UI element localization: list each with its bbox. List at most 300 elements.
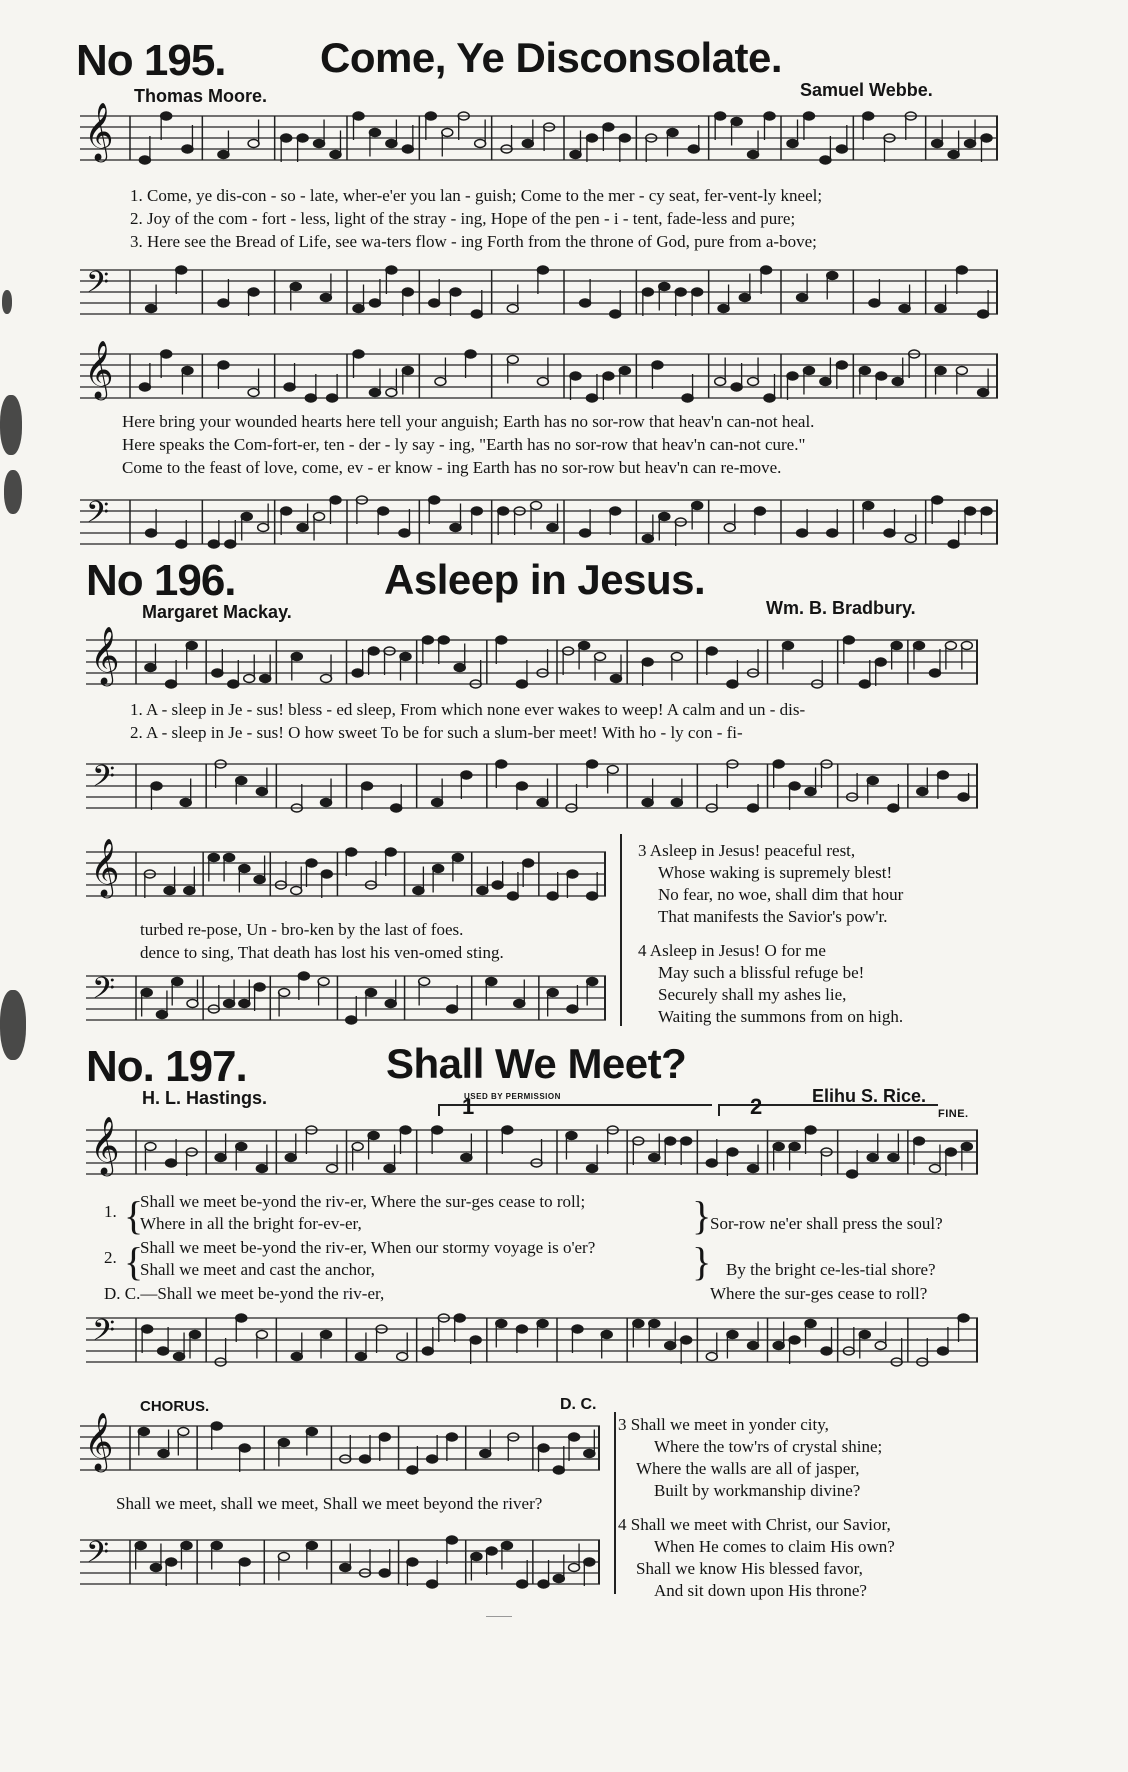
bass-staff: [80, 1536, 600, 1584]
note-head: [228, 680, 239, 688]
note-head: [731, 118, 742, 126]
note-head: [413, 887, 424, 895]
note-head: [151, 782, 162, 790]
note-head: [789, 1336, 800, 1344]
note-head: [158, 1347, 169, 1355]
note-head: [378, 507, 389, 515]
note-head: [803, 112, 814, 120]
note-head: [218, 151, 229, 159]
note-head: [773, 1143, 784, 1151]
note-head: [166, 680, 177, 688]
bass-clef-icon: 𝄢: [92, 760, 116, 800]
note-head: [603, 123, 614, 131]
verse-line: 4 Shall we meet with Christ, our Savior,: [618, 1515, 891, 1534]
note-head: [502, 1126, 513, 1134]
note-head: [471, 507, 482, 515]
note-head: [731, 383, 742, 391]
note-head: [402, 145, 413, 153]
note-head: [314, 513, 325, 521]
note-head: [190, 1331, 201, 1339]
note-head: [748, 1165, 759, 1173]
lyric-line: turbed re-pose, Un - bro-ken by the last of foes.: [140, 920, 464, 939]
note-head: [892, 378, 903, 386]
author-credit: Thomas Moore.: [134, 86, 268, 106]
verse-line: Securely shall my ashes lie,: [658, 985, 847, 1004]
note-head: [486, 1547, 497, 1555]
lyric-line: 3. Here see the Bread of Life, see wa-ters flow - ing Forth from the throne of God, pure from a-bove;: [130, 232, 817, 251]
note-head: [385, 848, 396, 856]
note-head: [956, 266, 967, 274]
treble-staff: [80, 103, 998, 160]
hymn-title: Come, Ye Disconsolate.: [320, 34, 783, 81]
note-head: [291, 653, 302, 661]
note-head: [688, 145, 699, 153]
note-head: [427, 1455, 438, 1463]
note-head: [305, 394, 316, 402]
note-head: [321, 870, 332, 878]
note-head: [681, 1336, 692, 1344]
note-head: [225, 540, 236, 548]
note-head: [256, 1165, 267, 1173]
verse-line: Whose waking is supremely blest!: [658, 863, 893, 882]
note-head: [587, 892, 598, 900]
note-head: [932, 496, 943, 504]
author-credit: H. L. Hastings.: [142, 1088, 268, 1108]
lyric-line: 1. A - sleep in Je - sus! bless - ed sleep, From which none ever wakes to weep! A calm and un - dis-: [130, 700, 806, 719]
note-head: [407, 1558, 418, 1566]
note-head: [932, 140, 943, 148]
note-head: [254, 983, 265, 991]
note-head: [461, 1154, 472, 1162]
note-head: [186, 642, 197, 650]
staff-lines: [80, 342, 998, 410]
note-head: [218, 299, 229, 307]
note-head: [863, 112, 874, 120]
treble-clef-icon: 𝄞: [84, 1413, 114, 1469]
note-head: [782, 642, 793, 650]
note-head: [547, 524, 558, 532]
note-head: [937, 1347, 948, 1355]
note-head: [981, 134, 992, 142]
verse-block: [618, 1514, 895, 1602]
note-head: [146, 305, 157, 313]
verse-line: 3 Asleep in Jesus! peaceful rest,: [638, 841, 856, 860]
note-head: [863, 502, 874, 510]
note-head: [352, 669, 363, 677]
note-head: [836, 361, 847, 369]
note-head: [461, 771, 472, 779]
bass-staff: [80, 496, 998, 544]
note-head: [496, 760, 507, 768]
note-head: [773, 760, 784, 768]
note-head: [486, 978, 497, 986]
note-head: [682, 394, 693, 402]
note-head: [965, 140, 976, 148]
note-head: [353, 305, 364, 313]
staff-lines: [80, 1528, 600, 1596]
hymn-number: No. 197.: [86, 1042, 247, 1091]
note-head: [386, 266, 397, 274]
note-head: [368, 1132, 379, 1140]
lyric-line: Where the sur-ges cease to roll?: [710, 1284, 928, 1303]
note-head: [248, 288, 259, 296]
note-head: [258, 524, 269, 532]
bass-clef-icon: 𝄢: [92, 1314, 116, 1354]
note-head: [929, 1165, 940, 1173]
fine-marker: FINE.: [938, 1108, 969, 1120]
note-head: [547, 989, 558, 997]
composer-credit: Elihu S. Rice.: [812, 1086, 927, 1106]
note-head: [256, 788, 267, 796]
note-head: [891, 642, 902, 650]
note-head: [748, 1342, 759, 1350]
note-head: [859, 367, 870, 375]
note-head: [161, 350, 172, 358]
staff-lines: [86, 840, 606, 908]
lyric-line: Come to the feast of love, come, ev - er know - ing Earth has no sor-row but heav'n can re-move.: [122, 458, 782, 477]
note-head: [281, 134, 292, 142]
note-head: [379, 1433, 390, 1441]
staff-lines: [86, 1306, 978, 1374]
note-head: [514, 1000, 525, 1008]
verse-block: [638, 940, 903, 1028]
note-head: [166, 1558, 177, 1566]
note-head: [419, 978, 430, 986]
note-head: [789, 782, 800, 790]
note-head: [584, 1450, 595, 1458]
note-head: [352, 1143, 363, 1151]
treble-clef-icon: 𝄞: [84, 341, 114, 397]
note-head: [278, 1553, 289, 1561]
bass-staff: [86, 972, 606, 1020]
note-head: [659, 513, 670, 521]
note-head: [181, 1542, 192, 1550]
note-head: [586, 394, 597, 402]
note-head: [239, 865, 250, 873]
note-head: [471, 310, 482, 318]
note-head: [958, 793, 969, 801]
note-head: [516, 1325, 527, 1333]
staff-lines: [80, 1414, 600, 1482]
note-head: [369, 299, 380, 307]
note-head: [706, 1159, 717, 1167]
treble-clef-icon: 𝄞: [90, 839, 120, 895]
note-head: [241, 513, 252, 521]
note-head: [297, 134, 308, 142]
note-head: [212, 669, 223, 677]
note-head: [727, 680, 738, 688]
note-head: [739, 294, 750, 302]
note-head: [215, 1154, 226, 1162]
note-head: [827, 272, 838, 280]
treble-staff: [86, 1117, 978, 1174]
note-head: [517, 1580, 528, 1588]
lyric-line: Shall we meet and cast the anchor,: [140, 1260, 375, 1279]
note-head: [379, 1569, 390, 1577]
ending-number: 1: [462, 1094, 475, 1119]
note-head: [888, 1154, 899, 1162]
staff-lines: [86, 752, 978, 820]
note-head: [642, 535, 653, 543]
note-head: [386, 140, 397, 148]
note-head: [580, 299, 591, 307]
note-head: [859, 1331, 870, 1339]
note-head: [145, 664, 156, 672]
note-head: [138, 1428, 149, 1436]
note-head: [566, 1132, 577, 1140]
note-head: [176, 266, 187, 274]
note-head: [642, 288, 653, 296]
note-head: [572, 1325, 583, 1333]
note-head: [384, 1165, 395, 1173]
note-head: [174, 1353, 185, 1361]
note-head: [773, 1342, 784, 1350]
note-head: [298, 972, 309, 980]
note-head: [537, 799, 548, 807]
note-head: [397, 1353, 408, 1361]
note-head: [727, 1148, 738, 1156]
verse-line: No fear, no woe, shall dim that hour: [658, 885, 904, 904]
note-head: [692, 502, 703, 510]
note-head: [913, 1137, 924, 1145]
note-head: [452, 854, 463, 862]
note-head: [805, 1126, 816, 1134]
note-head: [496, 1320, 507, 1328]
note-head: [516, 680, 527, 688]
note-head: [178, 1428, 189, 1436]
note-head: [586, 134, 597, 142]
note-head: [553, 1575, 564, 1583]
note-head: [432, 799, 443, 807]
lyric-line: Here speaks the Com-fort-er, ten - der - ly say - ing, "Earth has no sor-row that heav'n can-not cure.": [122, 435, 806, 454]
note-head: [470, 1336, 481, 1344]
note-head: [427, 1580, 438, 1588]
note-head: [260, 675, 271, 683]
verse-line: 3 Shall we meet in yonder city,: [618, 1415, 829, 1434]
permission-note: USED BY PERMISSION: [464, 1092, 561, 1101]
note-head: [475, 140, 486, 148]
note-head: [580, 529, 591, 537]
note-head: [652, 361, 663, 369]
note-head: [446, 1433, 457, 1441]
hymn-title: Shall We Meet?: [386, 1040, 687, 1087]
note-head: [480, 1450, 491, 1458]
treble-clef-icon: 𝄞: [90, 1117, 120, 1173]
verse-line: When He comes to claim His own?: [654, 1537, 895, 1556]
note-head: [297, 524, 308, 532]
note-head: [236, 1143, 247, 1151]
note-head: [224, 854, 235, 862]
note-head: [400, 653, 411, 661]
staff-lines: [86, 964, 606, 1032]
bass-staff: [86, 1314, 978, 1362]
note-head: [595, 653, 606, 661]
note-head: [507, 892, 518, 900]
note-head: [340, 1564, 351, 1572]
note-head: [754, 507, 765, 515]
author-credit: Margaret Mackay.: [142, 602, 292, 622]
note-head: [611, 675, 622, 683]
note-head: [569, 1564, 580, 1572]
note-head: [843, 636, 854, 644]
note-head: [306, 859, 317, 867]
note-head: [764, 394, 775, 402]
note-head: [285, 1154, 296, 1162]
note-head: [402, 367, 413, 375]
note-head: [327, 394, 338, 402]
note-head: [805, 788, 816, 796]
treble-staff: [86, 839, 606, 896]
lyric-line: 1. Come, ye dis-con - so - late, wher-e'er you lan - guish; Come to the mer - cy seat, fer-vent-ly kneel;: [130, 186, 823, 205]
note-head: [327, 1165, 338, 1173]
note-head: [913, 642, 924, 650]
note-head: [369, 389, 380, 397]
brace-icon: {: [692, 1193, 712, 1238]
note-head: [675, 288, 686, 296]
verse-line: Shall we know His blessed favor,: [636, 1559, 863, 1578]
hymn-number: No 196.: [86, 556, 236, 605]
note-head: [805, 1320, 816, 1328]
note-head: [587, 1165, 598, 1173]
note-head: [867, 1154, 878, 1162]
note-head: [425, 112, 436, 120]
note-head: [208, 540, 219, 548]
note-head: [547, 892, 558, 900]
note-head: [787, 372, 798, 380]
note-head: [498, 507, 509, 515]
hymn-number: No 195.: [76, 36, 226, 85]
treble-staff: [80, 1413, 600, 1470]
lyric-line: Sor-row ne'er shall press the soul?: [710, 1214, 943, 1233]
note-head: [471, 1553, 482, 1561]
ending-number: 2: [750, 1094, 763, 1119]
note-head: [671, 799, 682, 807]
lyric-line: Where in all the bright for-ev-er,: [140, 1214, 362, 1233]
brace-icon: {: [124, 1193, 144, 1238]
note-head: [496, 636, 507, 644]
verse-line: And sit down upon His throne?: [654, 1581, 867, 1600]
note-head: [239, 1444, 250, 1452]
note-head: [649, 1320, 660, 1328]
note-head: [981, 507, 992, 515]
note-head: [184, 887, 195, 895]
note-head: [956, 367, 967, 375]
note-head: [182, 145, 193, 153]
treble-staff: [86, 627, 978, 684]
note-head: [905, 535, 916, 543]
verse-number: 2.: [104, 1248, 117, 1267]
stain-mark: [0, 990, 26, 1060]
note-head: [761, 266, 772, 274]
note-head: [899, 305, 910, 313]
verse-line: Waiting the summons from on high.: [658, 1007, 904, 1026]
note-head: [961, 1143, 972, 1151]
note-head: [642, 658, 653, 666]
note-head: [438, 636, 449, 644]
note-head: [139, 383, 150, 391]
verse-line: Built by workmanship divine?: [654, 1481, 861, 1500]
note-head: [570, 151, 581, 159]
note-head: [869, 299, 880, 307]
note-head: [369, 129, 380, 137]
note-head: [727, 1331, 738, 1339]
note-head: [320, 294, 331, 302]
note-head: [567, 870, 578, 878]
note-head: [141, 989, 152, 997]
note-head: [450, 524, 461, 532]
note-head: [715, 112, 726, 120]
lyric-line: dence to sing, That death has lost his ven-omed sting.: [140, 943, 504, 962]
note-head: [290, 283, 301, 291]
note-head: [715, 378, 726, 386]
note-head: [182, 367, 193, 375]
note-head: [538, 1444, 549, 1452]
note-head: [610, 507, 621, 515]
note-head: [836, 145, 847, 153]
note-head: [446, 1536, 457, 1544]
note-head: [399, 529, 410, 537]
note-head: [330, 496, 341, 504]
verse-line: Where the walls are all of jasper,: [636, 1459, 860, 1478]
note-head: [450, 288, 461, 296]
note-head: [579, 642, 590, 650]
staff-lines: [80, 104, 998, 172]
note-head: [180, 799, 191, 807]
note-head: [797, 529, 808, 537]
note-head: [531, 502, 542, 510]
note-head: [537, 266, 548, 274]
hymn-title: Asleep in Jesus.: [384, 556, 706, 603]
note-head: [884, 529, 895, 537]
note-head: [827, 529, 838, 537]
bass-staff: [80, 266, 998, 314]
composer-credit: Wm. B. Bradbury.: [766, 598, 916, 618]
note-head: [847, 1170, 858, 1178]
verse-line: Where the tow'rs of crystal shine;: [654, 1437, 883, 1456]
note-head: [706, 647, 717, 655]
note-head: [587, 978, 598, 986]
note-head: [522, 140, 533, 148]
note-head: [875, 1342, 886, 1350]
note-head: [584, 1558, 595, 1566]
staff-lines: [86, 628, 978, 696]
note-head: [385, 1000, 396, 1008]
lyric-line: Here bring your wounded hearts here tell your anguish; Earth has no sor-row that heav'n can-not heal.: [122, 412, 815, 431]
staff-lines: [80, 258, 998, 326]
note-head: [724, 524, 735, 532]
verse-line: May such a blissful refuge be!: [658, 963, 865, 982]
note-head: [929, 669, 940, 677]
note-head: [601, 1331, 612, 1339]
note-head: [569, 1433, 580, 1441]
note-head: [368, 647, 379, 655]
note-head: [254, 876, 265, 884]
note-head: [306, 1542, 317, 1550]
note-head: [248, 140, 259, 148]
note-head: [256, 1331, 267, 1339]
note-head: [978, 389, 989, 397]
note-head: [958, 1314, 969, 1322]
note-head: [279, 989, 290, 997]
note-head: [239, 1558, 250, 1566]
note-head: [407, 1466, 418, 1474]
stain-mark: [4, 470, 22, 514]
note-head: [718, 305, 729, 313]
note-head: [218, 361, 229, 369]
footer-mark: [486, 1616, 512, 1617]
note-head: [671, 653, 682, 661]
note-head: [797, 294, 808, 302]
